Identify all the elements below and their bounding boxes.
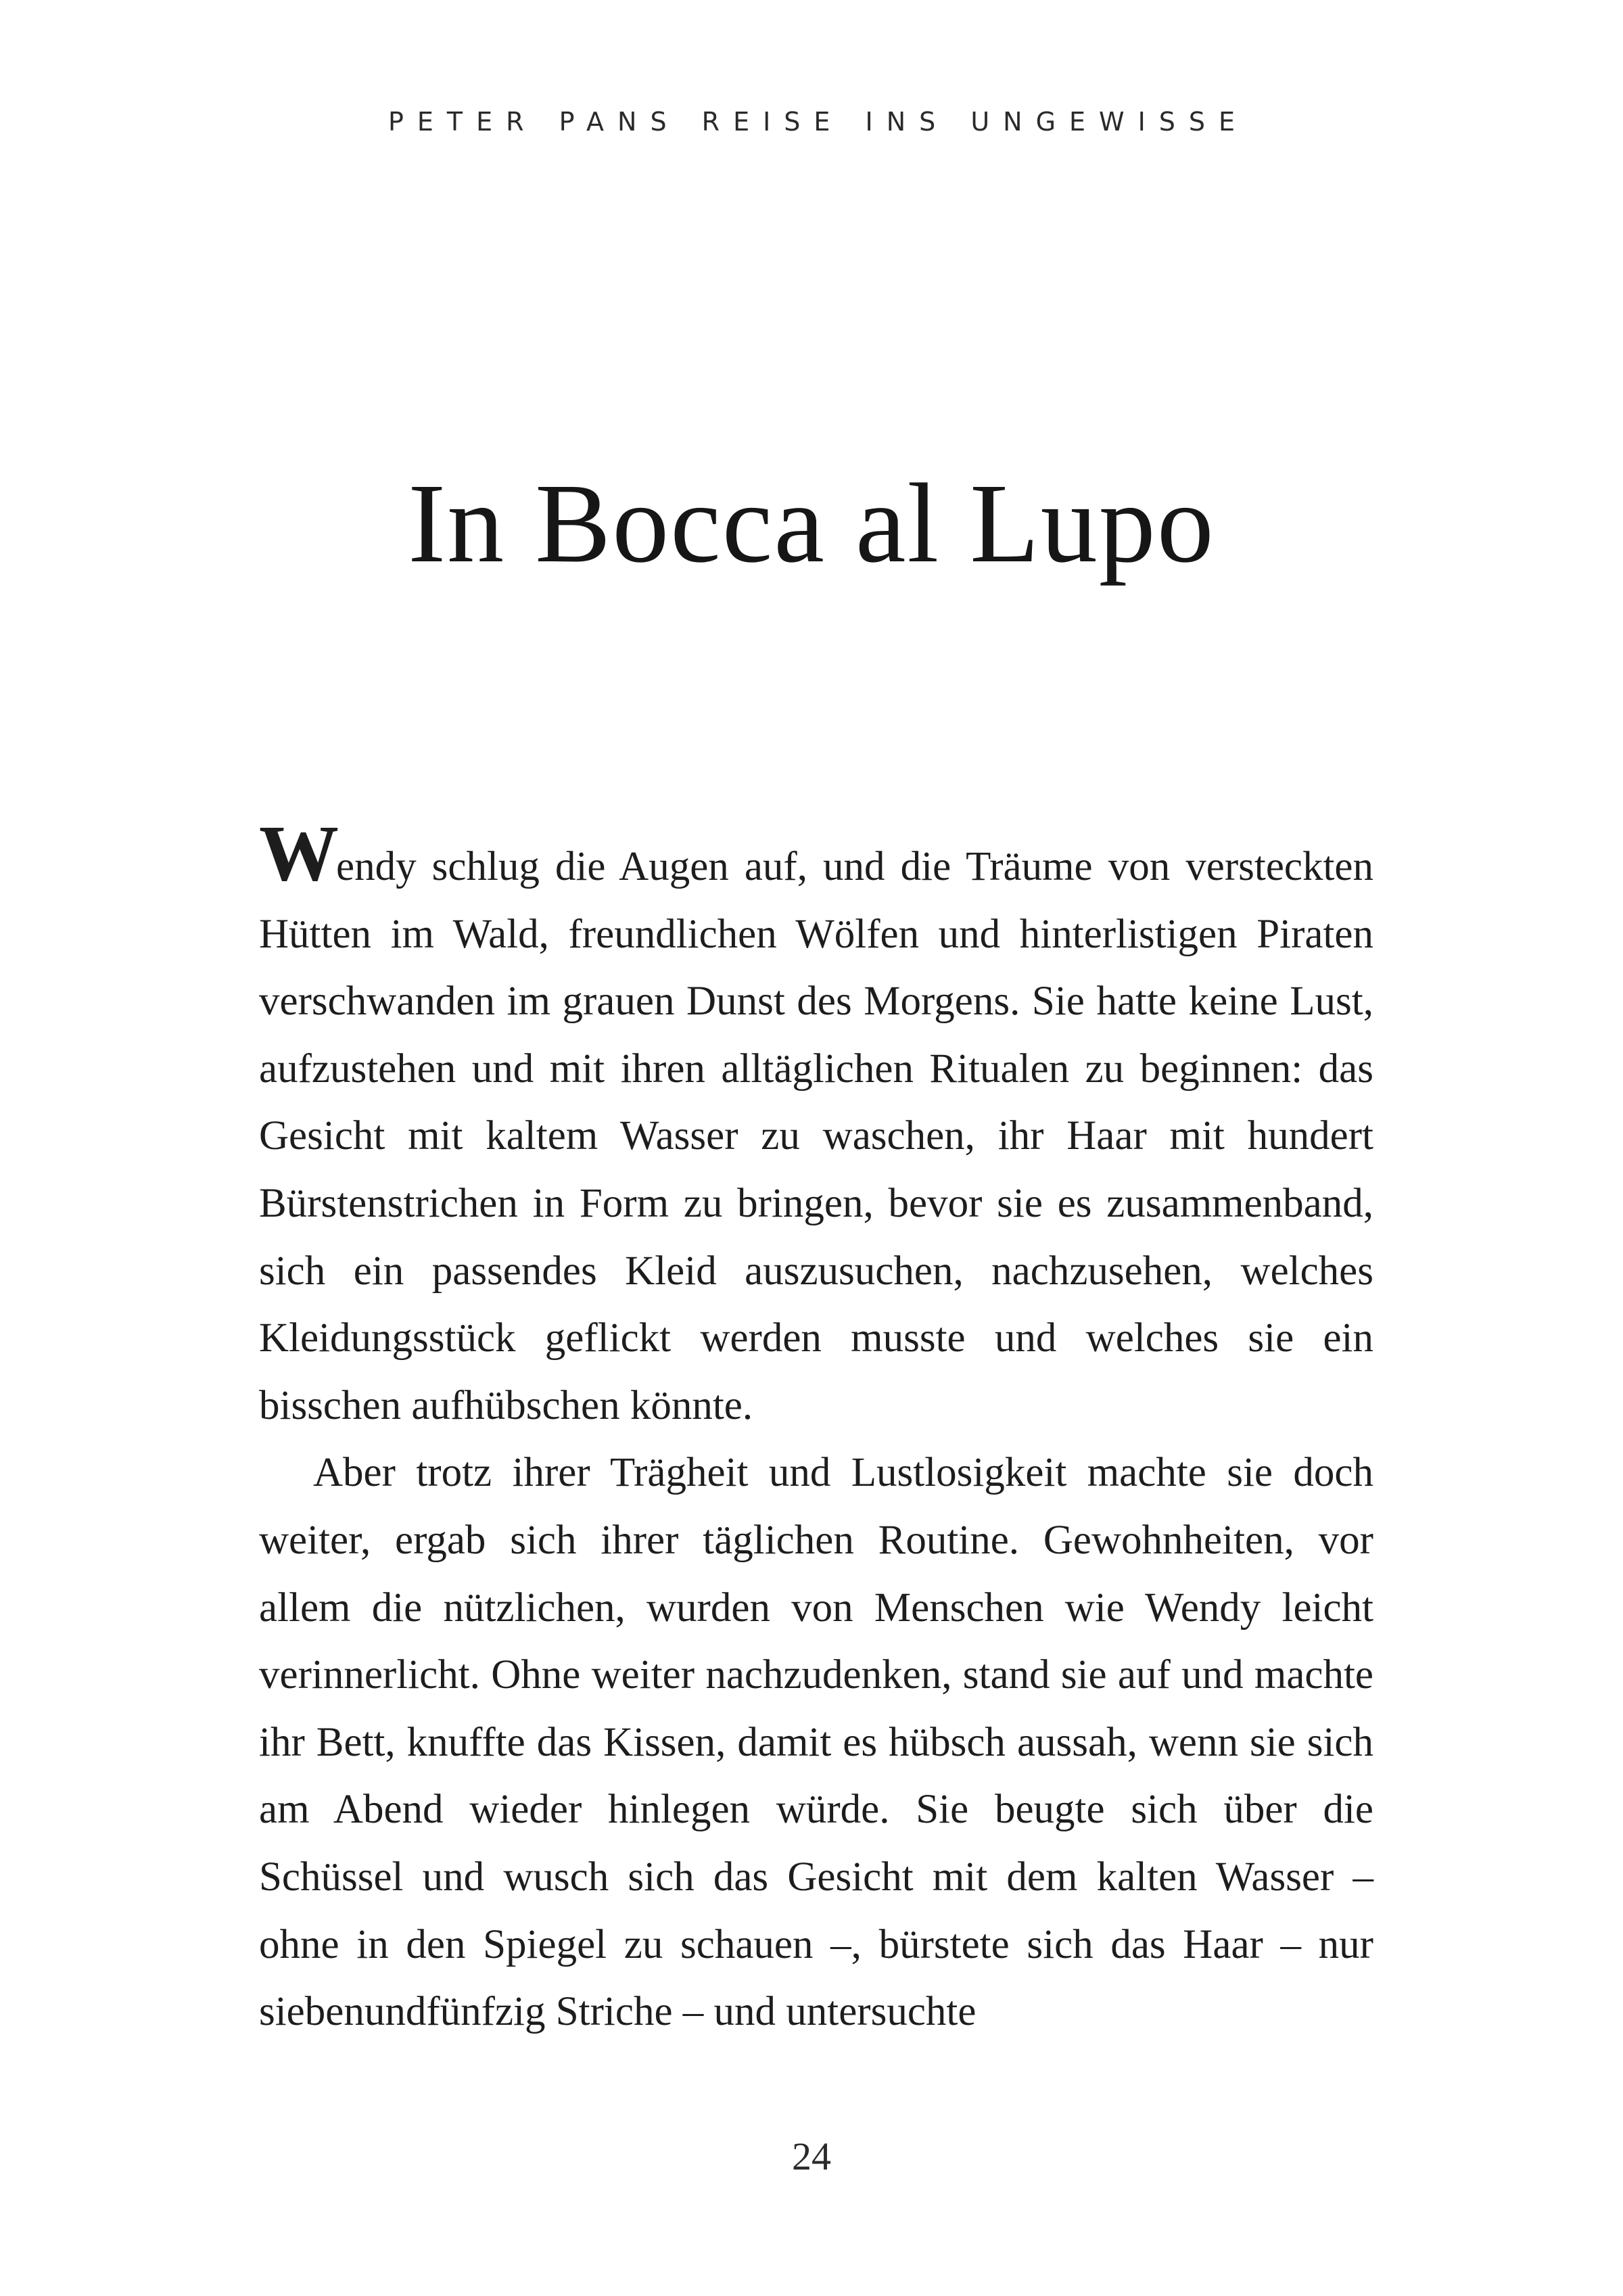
paragraph-2: Aber trotz ihrer Trägheit und Lustlosigkeit machte sie doch weiter, ergab sich ihrer täglichen Routine. Gewohnheiten, vor allem die nützlichen, wurden von Menschen wie Wendy leicht verinnerlicht. Ohne weiter nachzudenken, stand sie auf und machte ihr Bett, knuffte das Kissen, damit es hübsch aussah, wenn sie sich am Abend wieder hinlegen würde. Sie beugte sich über die Schüssel und wusch sich das Gesicht mit dem kalten Wasser – ohne in den Spiegel zu schauen –, bürstete sich das Haar – nur siebenundfünfzig Striche – und untersuchte — [259, 1450, 1373, 2035]
paragraph-1-text: endy schlug die Augen auf, und die Träume von versteckten Hütten im Wald, freundlichen Wölfen und hinterlistigen Piraten verschwanden im grauen Dunst des Morgens. Sie hatte keine Lust, aufzustehen und mit ihren alltäglichen Ritualen zu beginnen: das Gesicht mit kaltem Wasser zu waschen, ihr Haar mit hundert Bürstenstrichen in Form zu bringen, bevor sie es zusammenband, sich ein passendes Kleid auszusuchen, nachzusehen, welches Kleidungsstück geflickt werden musste und welches sie ein bisschen aufhübschen könnte. — [259, 844, 1373, 1428]
page-number: 24 — [792, 2134, 831, 2178]
body-text — [259, 809, 1373, 2046]
running-head — [0, 107, 1623, 137]
chapter-title: In Bocca al Lupo — [408, 461, 1215, 586]
drop-initial: W — [259, 809, 336, 897]
paragraph-1 — [259, 809, 1373, 1439]
running-head-text: PETER PANS REISE INS UNGEWISSE — [387, 107, 1249, 137]
